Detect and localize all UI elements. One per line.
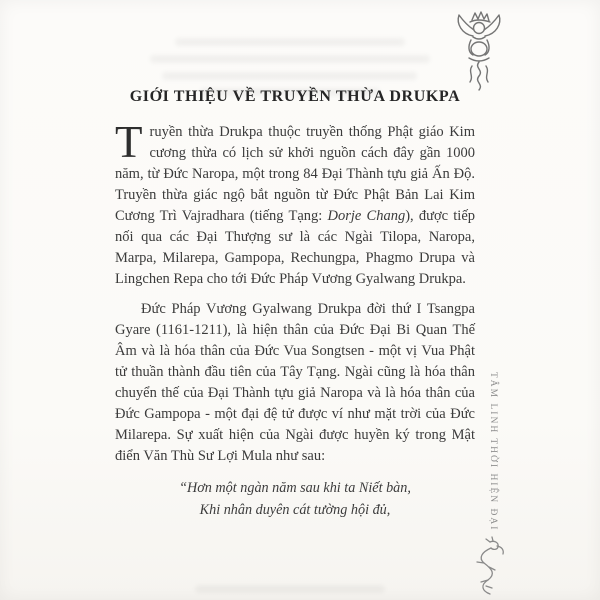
page-showthrough xyxy=(175,38,405,46)
garuda-ornament-icon xyxy=(450,6,506,92)
text-column xyxy=(115,88,475,521)
quote-line-2: Khi nhân duyên cát tường hội đủ, xyxy=(199,502,391,518)
paragraph-2: Đức Pháp Vương Gyalwang Drukpa đời thứ I Tsangpa Gyare (1161-1211), là hiện thân của Đức Đại Bi Quan Thế Âm và là hóa thân của Đức Vua Songtsen - một vị Vua Phật tử thuần thành đầu tiên của Tây Tạng. Ngài cũng là hóa thân chuyển thế của Đại Thành tựu giả Naropa và là hóa thân của Đức Gampopa - một đại đệ tử được ví như mặt trời của Đức Milarepa. Sự xuất hiện của Ngài được huyền ký trong Mật điển Văn Thù Sư Lợi Mula như sau: xyxy=(115,301,475,464)
drop-cap: T xyxy=(115,117,143,167)
prophecy-quote xyxy=(115,477,475,521)
page-showthrough xyxy=(150,55,430,63)
body-text xyxy=(115,117,476,467)
series-side-label: TÂM LINH THỜI HIỆN ĐẠI xyxy=(488,372,498,532)
quote-line-1: “Hơn một ngàn năm sau khi ta Niết bàn, xyxy=(179,480,411,496)
page-showthrough xyxy=(195,585,385,593)
paragraph-1-text: ruyền thừa Drukpa thuộc truyền thống Phật giáo Kim cương thừa có lịch sử khởi nguồn cách đây gần 1000 năm, từ Đức Naropa, một trong 84 Đại Thành tựu giả Ấn Độ. Truyền thừa giác ngộ bắt nguồn từ Đức Phật Bản Lai Kim Cương Trì Vajradhara (tiếng Tạng: xyxy=(115,124,475,224)
paragraph-1-italic: Dorje Chang xyxy=(327,208,406,224)
page-showthrough xyxy=(162,72,417,80)
paragraph-1-text-cont: ), được tiếp nối qua các Đại Thượng sư là các Ngài Tilopa, Naropa, Marpa, Milarepa, Gampopa, Rechungpa, Phagmo Drupa và Lingchen Repa cho tới Đức Pháp Vương Gyalwang Drukpa. xyxy=(115,208,476,287)
page-title: GIỚI THIỆU VỀ TRUYỀN THỪA DRUKPA xyxy=(129,88,461,105)
dragon-ornament-icon xyxy=(460,536,510,596)
paragraph-1 xyxy=(115,117,476,290)
